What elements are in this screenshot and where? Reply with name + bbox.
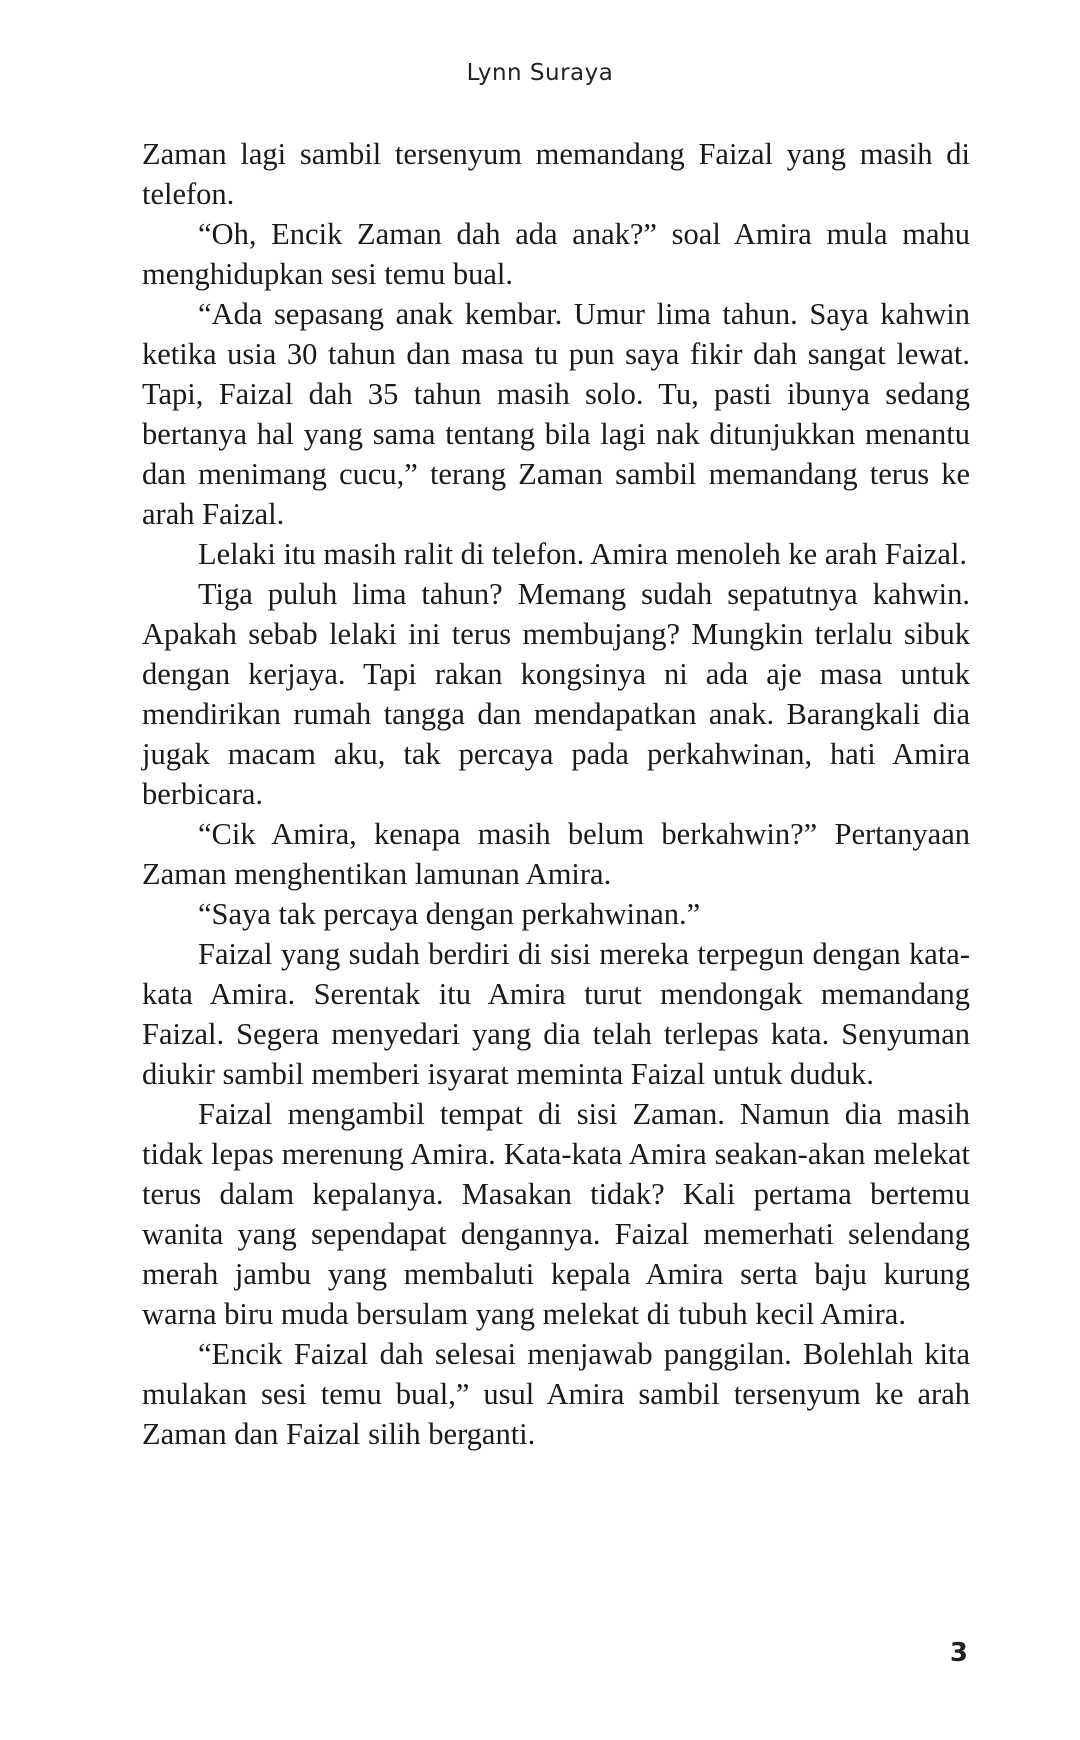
- paragraph: Lelaki itu masih ralit di telefon. Amira menoleh ke arah Faizal.: [198, 537, 968, 571]
- paragraph: “Ada sepasang anak kembar. Umur lima tahun. Saya kahwin ketika usia 30 tahun dan masa tu pun saya fikir dah sangat lewat. Tapi, Faizal dah 35 tahun masih solo. Tu, pasti ibunya sedang bertanya hal yang sama tentang bila lagi nak ditunjukkan menantu dan menimang cucu,” terang Zaman sambil memandang terus ke arah Faizal.: [142, 297, 970, 531]
- body-text: [142, 134, 970, 1454]
- page-number: 3: [949, 1638, 968, 1668]
- paragraph: “Encik Faizal dah selesai menjawab panggilan. Bolehlah kita mulakan sesi temu bual,” usul Amira sambil tersenyum ke arah Zaman dan Faizal silih berganti.: [142, 1337, 970, 1451]
- paragraph: Zaman lagi sambil tersenyum memandang Faizal yang masih di telefon.: [142, 137, 970, 211]
- paragraph: Faizal mengambil tempat di sisi Zaman. Namun dia masih tidak lepas merenung Amira. Kata-kata Amira seakan-akan melekat terus dalam kepalanya. Masakan tidak? Kali pertama bertemu wanita yang sependapat dengannya. Faizal memerhati selendang merah jambu yang membaluti kepala Amira serta baju kurung warna biru muda bersulam yang melekat di tubuh kecil Amira.: [142, 1097, 970, 1331]
- paragraph: Tiga puluh lima tahun? Memang sudah sepatutnya kahwin. Apakah sebab lelaki ini terus membujang? Mungkin terlalu sibuk dengan kerjaya. Tapi rakan kongsinya ni ada aje masa untuk mendirikan rumah tangga dan mendapatkan anak. Barangkali dia jugak macam aku, tak percaya pada perkahwinan, hati Amira berbicara.: [142, 577, 970, 811]
- paragraph: “Saya tak percaya dengan perkahwinan.”: [198, 897, 701, 931]
- paragraph: “Cik Amira, kenapa masih belum berkahwin?” Pertanyaan Zaman menghentikan lamunan Amira.: [142, 817, 970, 891]
- running-header-author: Lynn Suraya: [466, 60, 614, 86]
- paragraph: Faizal yang sudah berdiri di sisi mereka terpegun dengan kata-kata Amira. Serentak itu Amira turut mendongak memandang Faizal. Segera menyedari yang dia telah terlepas kata. Senyuman diukir sambil memberi isyarat meminta Faizal untuk duduk.: [142, 937, 970, 1091]
- paragraph: “Oh, Encik Zaman dah ada anak?” soal Amira mula mahu menghidupkan sesi temu bual.: [142, 217, 970, 291]
